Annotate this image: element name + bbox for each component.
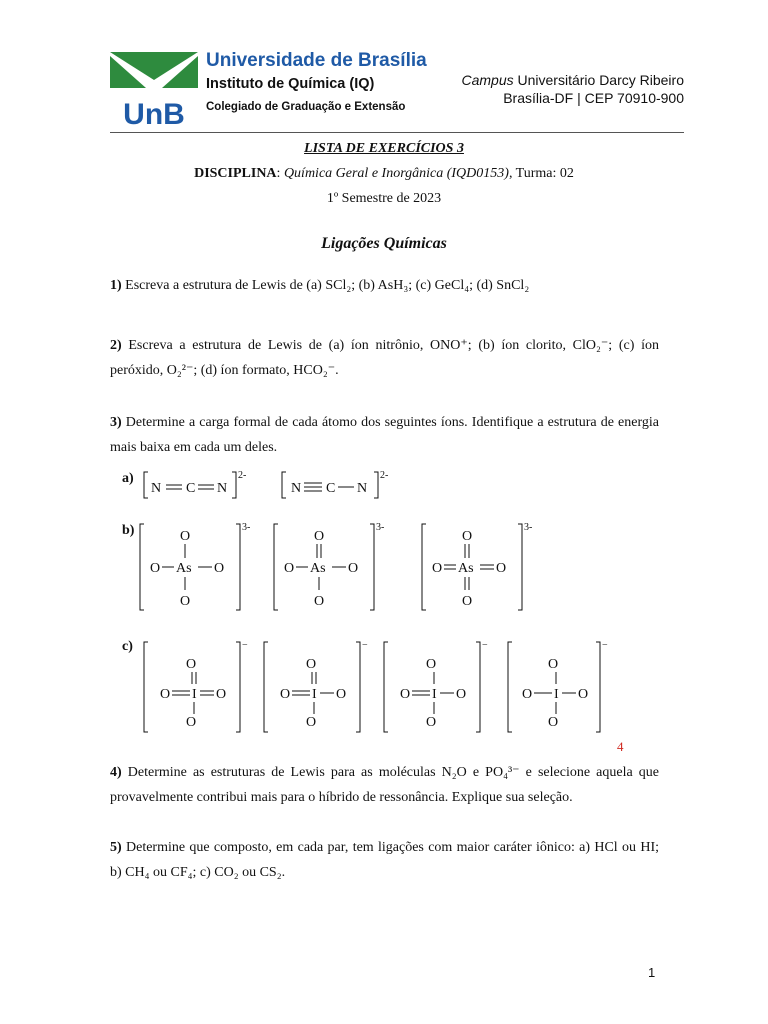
svg-text:I: I bbox=[432, 687, 437, 702]
structure-c2 bbox=[264, 640, 368, 732]
campus-rest: Universitário Darcy Ribeiro bbox=[513, 72, 684, 88]
structure-b2 bbox=[274, 522, 384, 610]
svg-text:3-: 3- bbox=[524, 522, 533, 533]
structure-b3 bbox=[422, 522, 532, 610]
question-3-number: 3) bbox=[110, 415, 122, 430]
question-4-number: 4) bbox=[110, 765, 122, 780]
svg-text:O: O bbox=[314, 594, 325, 609]
question-2-number: 2) bbox=[110, 338, 122, 353]
lewis-structures-figure bbox=[114, 462, 634, 747]
colegiado-name: Colegiado de Graduação e Extensão bbox=[206, 101, 406, 113]
svg-text:O: O bbox=[180, 594, 191, 609]
svg-text:I: I bbox=[554, 687, 559, 702]
svg-text:O: O bbox=[214, 561, 225, 576]
svg-text:−: − bbox=[362, 640, 368, 651]
question-4-text: Determine as estruturas de Lewis para as moléculas N₂O e PO₄³⁻ e selecione aquela que provavelmente contribui mais para o híbrido de ressonância. Explique sua seleção. bbox=[110, 765, 659, 805]
svg-text:C: C bbox=[326, 481, 336, 496]
semester: 1º Semestre de 2023 bbox=[326, 191, 442, 206]
svg-text:3-: 3- bbox=[242, 522, 251, 533]
page-number: 1 bbox=[648, 965, 656, 980]
question-1-text: Escreva a estrutura de Lewis de (a) SCl₂; (b) AsH₃; (c) GeCl₄; (d) SnCl₂ bbox=[121, 278, 530, 293]
svg-text:O: O bbox=[186, 715, 197, 730]
svg-text:O: O bbox=[306, 657, 317, 672]
discipline-name: Química Geral e Inorgânica (IQD0153) bbox=[283, 166, 509, 181]
svg-text:O: O bbox=[336, 687, 347, 702]
svg-text:−: − bbox=[482, 640, 488, 651]
svg-text:N: N bbox=[357, 481, 368, 496]
svg-text:As: As bbox=[176, 561, 192, 576]
svg-text:O: O bbox=[284, 561, 295, 576]
svg-text:2-: 2- bbox=[380, 470, 389, 481]
university-name: Universidade de Brasília bbox=[206, 50, 427, 71]
svg-text:O: O bbox=[314, 529, 325, 544]
svg-text:O: O bbox=[426, 657, 437, 672]
svg-text:O: O bbox=[456, 687, 467, 702]
question-5-number: 5) bbox=[110, 840, 122, 855]
structure-b1 bbox=[140, 522, 250, 610]
structure-a2 bbox=[282, 470, 388, 498]
svg-text:−: − bbox=[602, 640, 608, 651]
svg-text:As: As bbox=[458, 561, 474, 576]
address-line: Brasília-DF | CEP 70910-900 bbox=[503, 90, 684, 106]
svg-text:As: As bbox=[310, 561, 326, 576]
svg-text:O: O bbox=[496, 561, 507, 576]
campus-line bbox=[461, 72, 684, 88]
discipline-label: DISCIPLINA bbox=[194, 166, 277, 181]
discipline-line: DISCIPLINA: Química Geral e Inorgânica (IQD0153), Turma: 02 bbox=[194, 166, 574, 181]
structure-c1 bbox=[144, 640, 248, 732]
question-2 bbox=[110, 333, 659, 383]
structure-c4 bbox=[508, 640, 608, 732]
svg-text:O: O bbox=[150, 561, 161, 576]
svg-text:N: N bbox=[151, 481, 162, 496]
page-annotation: 4 bbox=[617, 739, 624, 754]
structure-c3 bbox=[384, 640, 488, 732]
svg-text:C: C bbox=[186, 481, 196, 496]
svg-text:O: O bbox=[216, 687, 227, 702]
svg-text:I: I bbox=[192, 687, 197, 702]
question-3-text: Determine a carga formal de cada átomo dos seguintes íons. Identifique a estrutura de energia mais baixa em cada um deles. bbox=[110, 415, 659, 455]
svg-text:O: O bbox=[280, 687, 291, 702]
svg-text:O: O bbox=[186, 657, 197, 672]
svg-text:N: N bbox=[291, 481, 302, 496]
svg-text:O: O bbox=[306, 715, 317, 730]
svg-text:O: O bbox=[432, 561, 443, 576]
question-1 bbox=[110, 273, 659, 298]
svg-text:O: O bbox=[400, 687, 411, 702]
turma: , Turma: 02 bbox=[508, 166, 574, 181]
structure-a1 bbox=[144, 470, 246, 498]
list-title: LISTA DE EXERCÍCIOS 3 bbox=[304, 141, 464, 156]
svg-text:O: O bbox=[180, 529, 191, 544]
label-a: a) bbox=[122, 471, 134, 486]
question-1-number: 1) bbox=[110, 278, 122, 293]
svg-text:I: I bbox=[312, 687, 317, 702]
logo-text: UnB bbox=[123, 98, 185, 128]
svg-text:O: O bbox=[548, 715, 559, 730]
question-5 bbox=[110, 835, 659, 885]
topic-title: Ligações Químicas bbox=[321, 235, 447, 252]
question-4 bbox=[110, 760, 659, 810]
svg-text:−: − bbox=[242, 640, 248, 651]
label-c: c) bbox=[122, 639, 133, 654]
svg-text:O: O bbox=[548, 657, 559, 672]
svg-text:2-: 2- bbox=[238, 470, 247, 481]
svg-text:O: O bbox=[522, 687, 533, 702]
question-5-text: Determine que composto, em cada par, tem ligações com maior caráter iônico: a) HCl ou HI; b) CH₄ ou CF₄; c) CO₂ ou CS₂. bbox=[110, 840, 659, 880]
svg-text:O: O bbox=[462, 529, 473, 544]
institute-name: Instituto de Química (IQ) bbox=[206, 76, 375, 92]
question-3 bbox=[110, 410, 659, 460]
svg-text:3-: 3- bbox=[376, 522, 385, 533]
svg-text:O: O bbox=[578, 687, 589, 702]
svg-text:O: O bbox=[462, 594, 473, 609]
unb-logo bbox=[110, 52, 200, 128]
header-divider bbox=[110, 132, 684, 133]
label-b: b) bbox=[122, 523, 135, 538]
svg-text:O: O bbox=[160, 687, 171, 702]
campus-word: Campus bbox=[461, 72, 514, 88]
svg-text:N: N bbox=[217, 481, 228, 496]
svg-text:O: O bbox=[426, 715, 437, 730]
question-2-text: Escreva a estrutura de Lewis de (a) íon nitrônio, ONO⁺; (b) íon clorito, ClO₂⁻; (c) íon peróxido, O₂²⁻; (d) íon formato, HCO₂⁻. bbox=[110, 338, 659, 378]
svg-text:O: O bbox=[348, 561, 359, 576]
